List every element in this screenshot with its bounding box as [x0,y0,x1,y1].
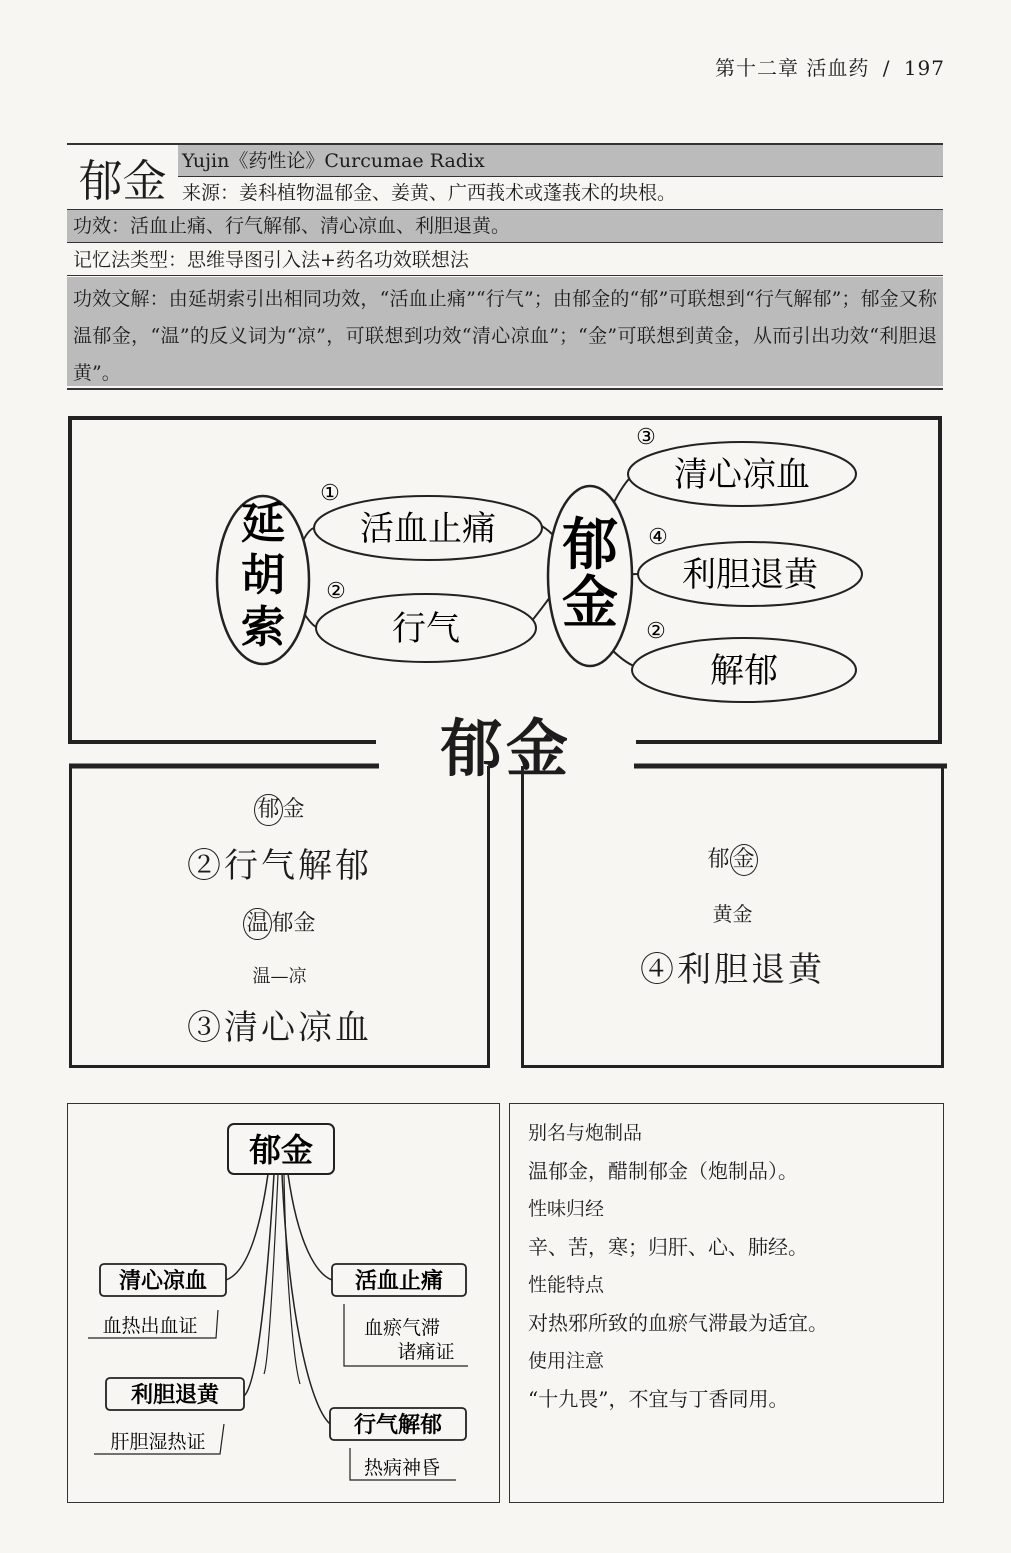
branch-label-2: 活血止痛 [354,1268,444,1294]
yu-circled-char: 郁 [254,794,282,826]
node-yanhusuo-char1: 延 [241,498,285,549]
branch-line-3 [244,1174,274,1396]
wen-circled-char: 温 [243,908,271,940]
node-huoxue-zhitong-label: 活血止痛 [360,509,496,549]
right-panel-top-border [634,763,947,769]
notes-text-features: 对热邪所致的血瘀气滞最为适宜。 [528,1311,828,1335]
efficacy-tree-panel [67,1103,500,1503]
notes-heading-alias: 别名与炮制品 [528,1122,643,1144]
branch-label-1: 清心凉血 [118,1268,208,1294]
branch-label-4: 行气解郁 [353,1412,443,1438]
tree-root-label: 郁金 [248,1131,314,1169]
num-circle-3: ③ [636,425,656,450]
wen-rest: 郁金 [271,911,316,936]
branch-line-2 [288,1174,332,1280]
node-qingxin-liangxue-label: 清心凉血 [674,455,810,495]
branch-line-extra-b [284,1174,300,1384]
memory-method-type: 记忆法类型：思维导图引入法+药名功效联想法 [67,242,943,276]
qingxin-liangxue-line: ③清心凉血 [187,1008,372,1048]
herb-source: 来源：姜科植物温郁金、姜黄、广西莪术或蓬莪术的块根。 [178,177,943,209]
branch-line-1 [226,1174,268,1280]
num-circle-2a: ② [326,579,346,604]
branch-label-3: 利胆退黄 [130,1382,220,1408]
yu-rest: 金 [282,797,305,822]
huangjin-line: 黄金 [712,902,753,926]
yu-circled-line [72,792,487,826]
node-xingqi-label: 行气 [392,609,460,649]
branch-sub-1: 血热出血证 [102,1315,198,1337]
jin-plain-char: 郁 [707,847,730,872]
herb-latin-name: Yujin《药性论》Curcumae Radix [178,145,943,177]
mind-map-diagram [68,416,942,744]
lidan-tuihuang-line: ④利胆退黄 [640,950,825,990]
efficacy-tree-diagram [68,1104,498,1501]
num-circle-4: ④ [648,525,668,550]
jin-circled-char: 金 [730,844,758,876]
header-slash: / [882,56,891,80]
branch-sub-4: 热病神昏 [363,1457,441,1479]
node-lidan-tuihuang-label: 利胆退黄 [682,555,818,595]
chapter-title: 第十二章 活血药 [714,56,870,80]
node-yujin-char2: 金 [562,571,618,636]
jin-association-panel [521,766,944,1068]
branch-sub-2b: 诸痛证 [397,1341,455,1363]
jin-circled-line [524,842,941,876]
page-number: 197 [903,56,945,80]
herb-notes-panel [509,1103,944,1503]
herb-title-large: 郁金 [380,712,632,786]
notes-text-caution: “十九畏”，不宜与丁香同用。 [528,1387,789,1411]
left-panel-top-border [69,763,490,769]
notes-text-alias: 温郁金，醋制郁金（炮制品）。 [528,1159,798,1183]
node-yanhusuo-char3: 索 [241,602,285,653]
herb-efficacy: 功效：活血止痛、行气解郁、清心凉血、利胆退黄。 [67,209,943,242]
herb-info-table [67,143,943,390]
herb-name: 郁金 [67,145,179,209]
notes-text-taste: 辛、苦，寒；归肝、心、肺经。 [528,1235,808,1259]
node-yanhusuo-char2: 胡 [241,550,285,601]
xingqi-jieyu-line: ②行气解郁 [187,846,372,886]
notes-heading-features: 性能特点 [528,1274,605,1296]
node-yujin-char1: 郁 [562,513,618,578]
branch-sub-3: 肝胆湿热证 [110,1431,206,1453]
num-circle-2b: ② [646,619,666,644]
wen-circled-line [72,906,487,940]
wen-liang-line: 温—凉 [252,966,307,987]
branch-sub-2a: 血瘀气滞 [363,1317,441,1339]
node-jieyu-label: 解郁 [710,651,778,691]
num-circle-1: ① [320,481,340,506]
notes-heading-taste: 性味归经 [528,1198,605,1220]
page-header [715,52,945,81]
notes-heading-caution: 使用注意 [528,1350,605,1372]
efficacy-explanation: 功效文解：由延胡索引出相同功效，“活血止痛”“行气”；由郁金的“郁”可联想到“行气解郁”；郁金又称温郁金，“温”的反义词为“凉”，可联想到功效“清心凉血”；“金”可联想到黄金，从而引出功效“利胆退黄”。 [67,277,943,386]
yu-association-panel [69,766,490,1068]
